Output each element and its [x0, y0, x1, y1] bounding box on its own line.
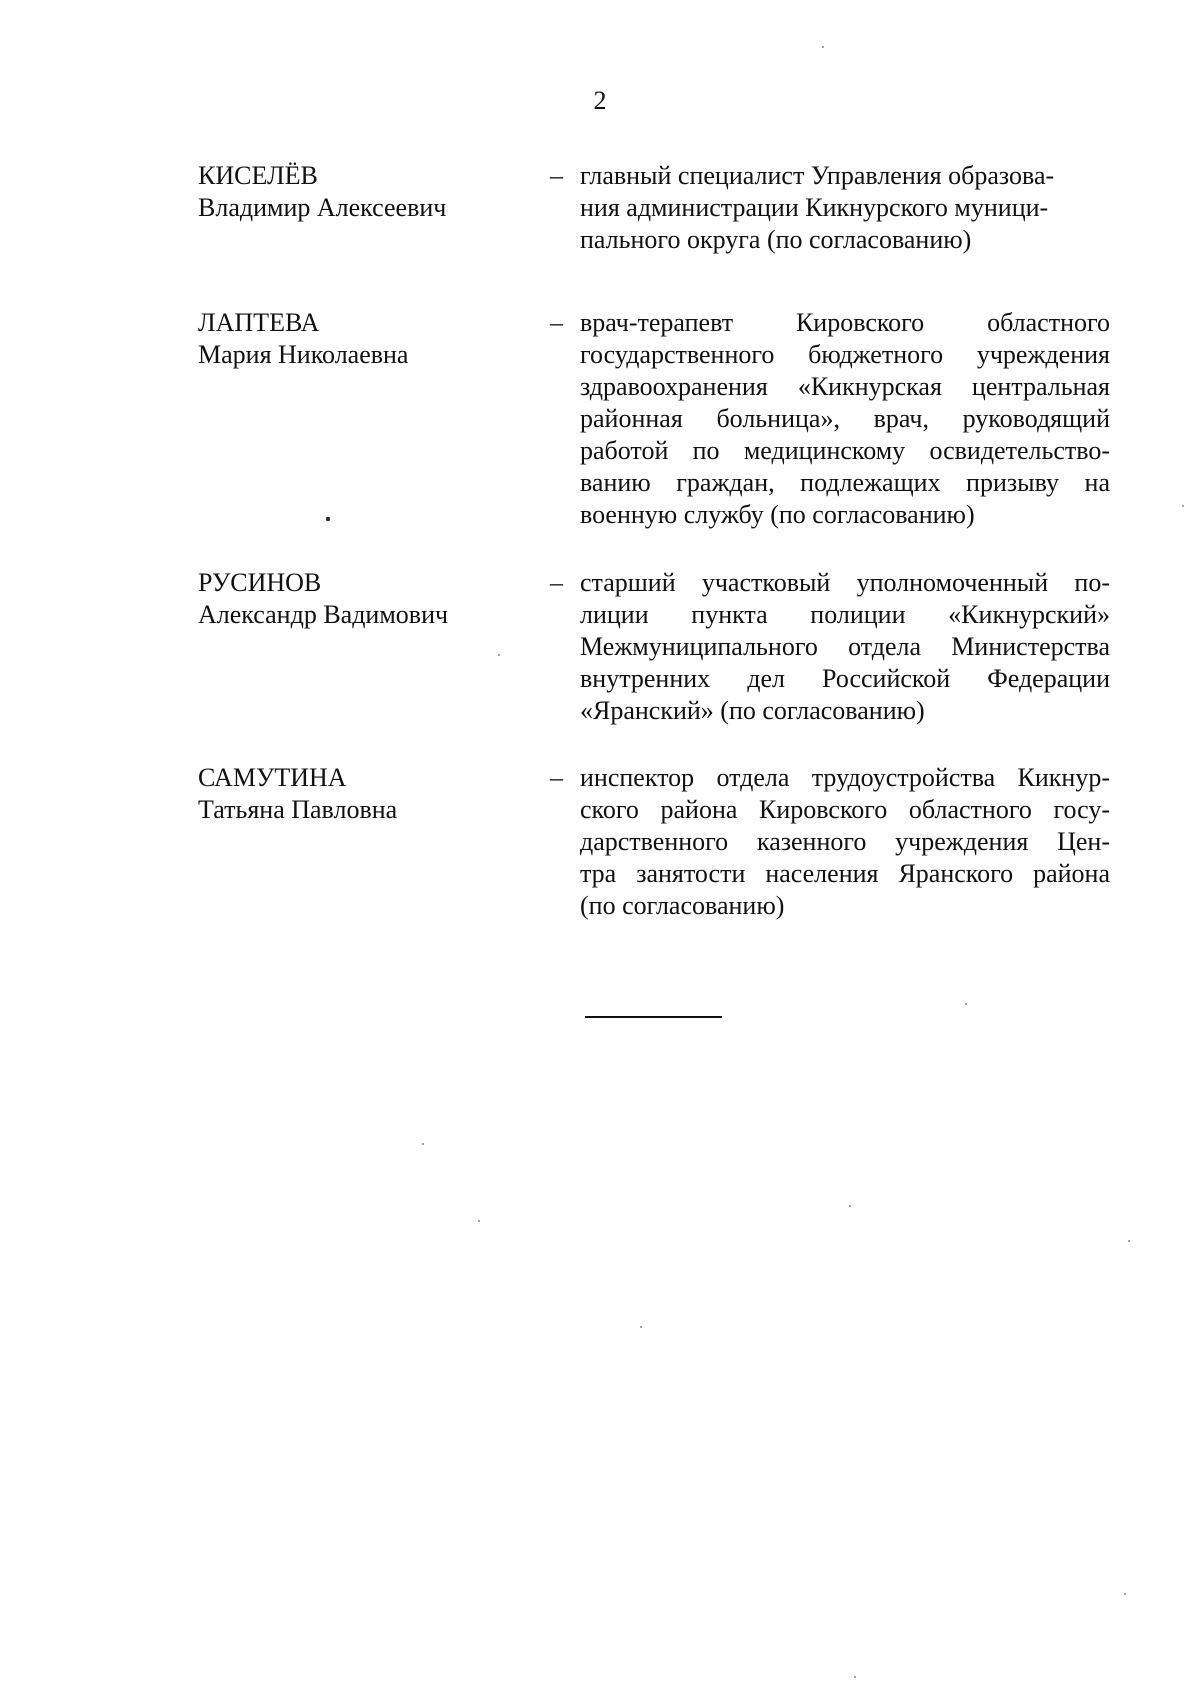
role-line: ванию граждан, подлежащих призыву на [580, 468, 1110, 497]
role-line: тра занятости населения Яранского района [580, 859, 1110, 888]
scan-speck [1124, 1593, 1126, 1595]
role-line: районная больница», врач, руководящий [580, 404, 1110, 433]
scan-speck [1182, 505, 1184, 507]
role-line: Межмуниципального отдела Министерства [580, 632, 1110, 661]
role-line: инспектор отдела трудоустройства Кикнур- [580, 763, 1110, 792]
member-given-names: Александр Вадимович [198, 600, 449, 629]
role-line: (по согласованию) [580, 891, 785, 920]
member-surname: КИСЕЛЁВ [198, 161, 318, 190]
member-dash: – [550, 763, 563, 792]
role-line: «Яранский» (по согласованию) [580, 696, 925, 725]
role-line: ского района Кировского областного госу- [580, 795, 1110, 824]
member-dash: – [550, 308, 563, 337]
member-name [198, 307, 550, 371]
member-role [580, 567, 1110, 727]
role-line: государственного бюджетного учреждения [580, 340, 1110, 369]
member-entry [198, 160, 1112, 270]
scan-speck [854, 1676, 856, 1678]
role-line: внутренних дел Российской Федерации [580, 664, 1110, 693]
member-given-names: Мария Николаевна [198, 340, 409, 369]
member-entry [198, 762, 1112, 932]
member-given-names: Татьяна Павловна [198, 795, 398, 824]
role-line: дарственного казенного учреждения Цен- [580, 827, 1110, 856]
role-line: врач-терапевт Кировского областного [580, 308, 1110, 337]
scan-speck [326, 517, 330, 521]
member-entry [198, 307, 1112, 537]
member-role [580, 762, 1110, 922]
member-dash: – [550, 568, 563, 597]
role-line: пального округа (по согласованию) [580, 225, 972, 254]
role-line: старший участковый уполномоченный по- [580, 568, 1110, 597]
member-name [198, 762, 550, 826]
scan-speck [640, 1326, 642, 1328]
scan-speck [965, 1003, 967, 1005]
role-line: лиции пункта полиции «Кикнурский» [580, 600, 1110, 629]
scan-speck [1128, 1240, 1130, 1242]
role-line: военную службу (по согласованию) [580, 500, 975, 529]
scan-speck [822, 46, 824, 48]
member-surname: САМУТИНА [198, 763, 347, 792]
scan-speck [478, 1220, 480, 1222]
member-surname: ЛАПТЕВА [198, 308, 320, 337]
scan-speck [422, 1143, 424, 1145]
member-given-names: Владимир Алексеевич [198, 193, 447, 222]
end-divider [585, 1016, 722, 1018]
role-line: ния администрации Кикнурского муници- [580, 193, 1049, 222]
role-line: здравоохранения «Кикнурская центральная [580, 372, 1110, 401]
page-number: 2 [593, 86, 607, 115]
member-surname: РУСИНОВ [198, 568, 322, 597]
member-entry [198, 567, 1112, 737]
member-dash: – [550, 161, 563, 190]
role-line: работой по медицинскому освидетельство- [580, 436, 1110, 465]
scan-speck [498, 654, 500, 656]
member-name [198, 160, 550, 224]
member-role [580, 307, 1110, 531]
scan-speck [849, 1205, 851, 1207]
member-role [580, 160, 1110, 256]
member-name [198, 567, 550, 631]
role-line: главный специалист Управления образова- [580, 161, 1055, 190]
